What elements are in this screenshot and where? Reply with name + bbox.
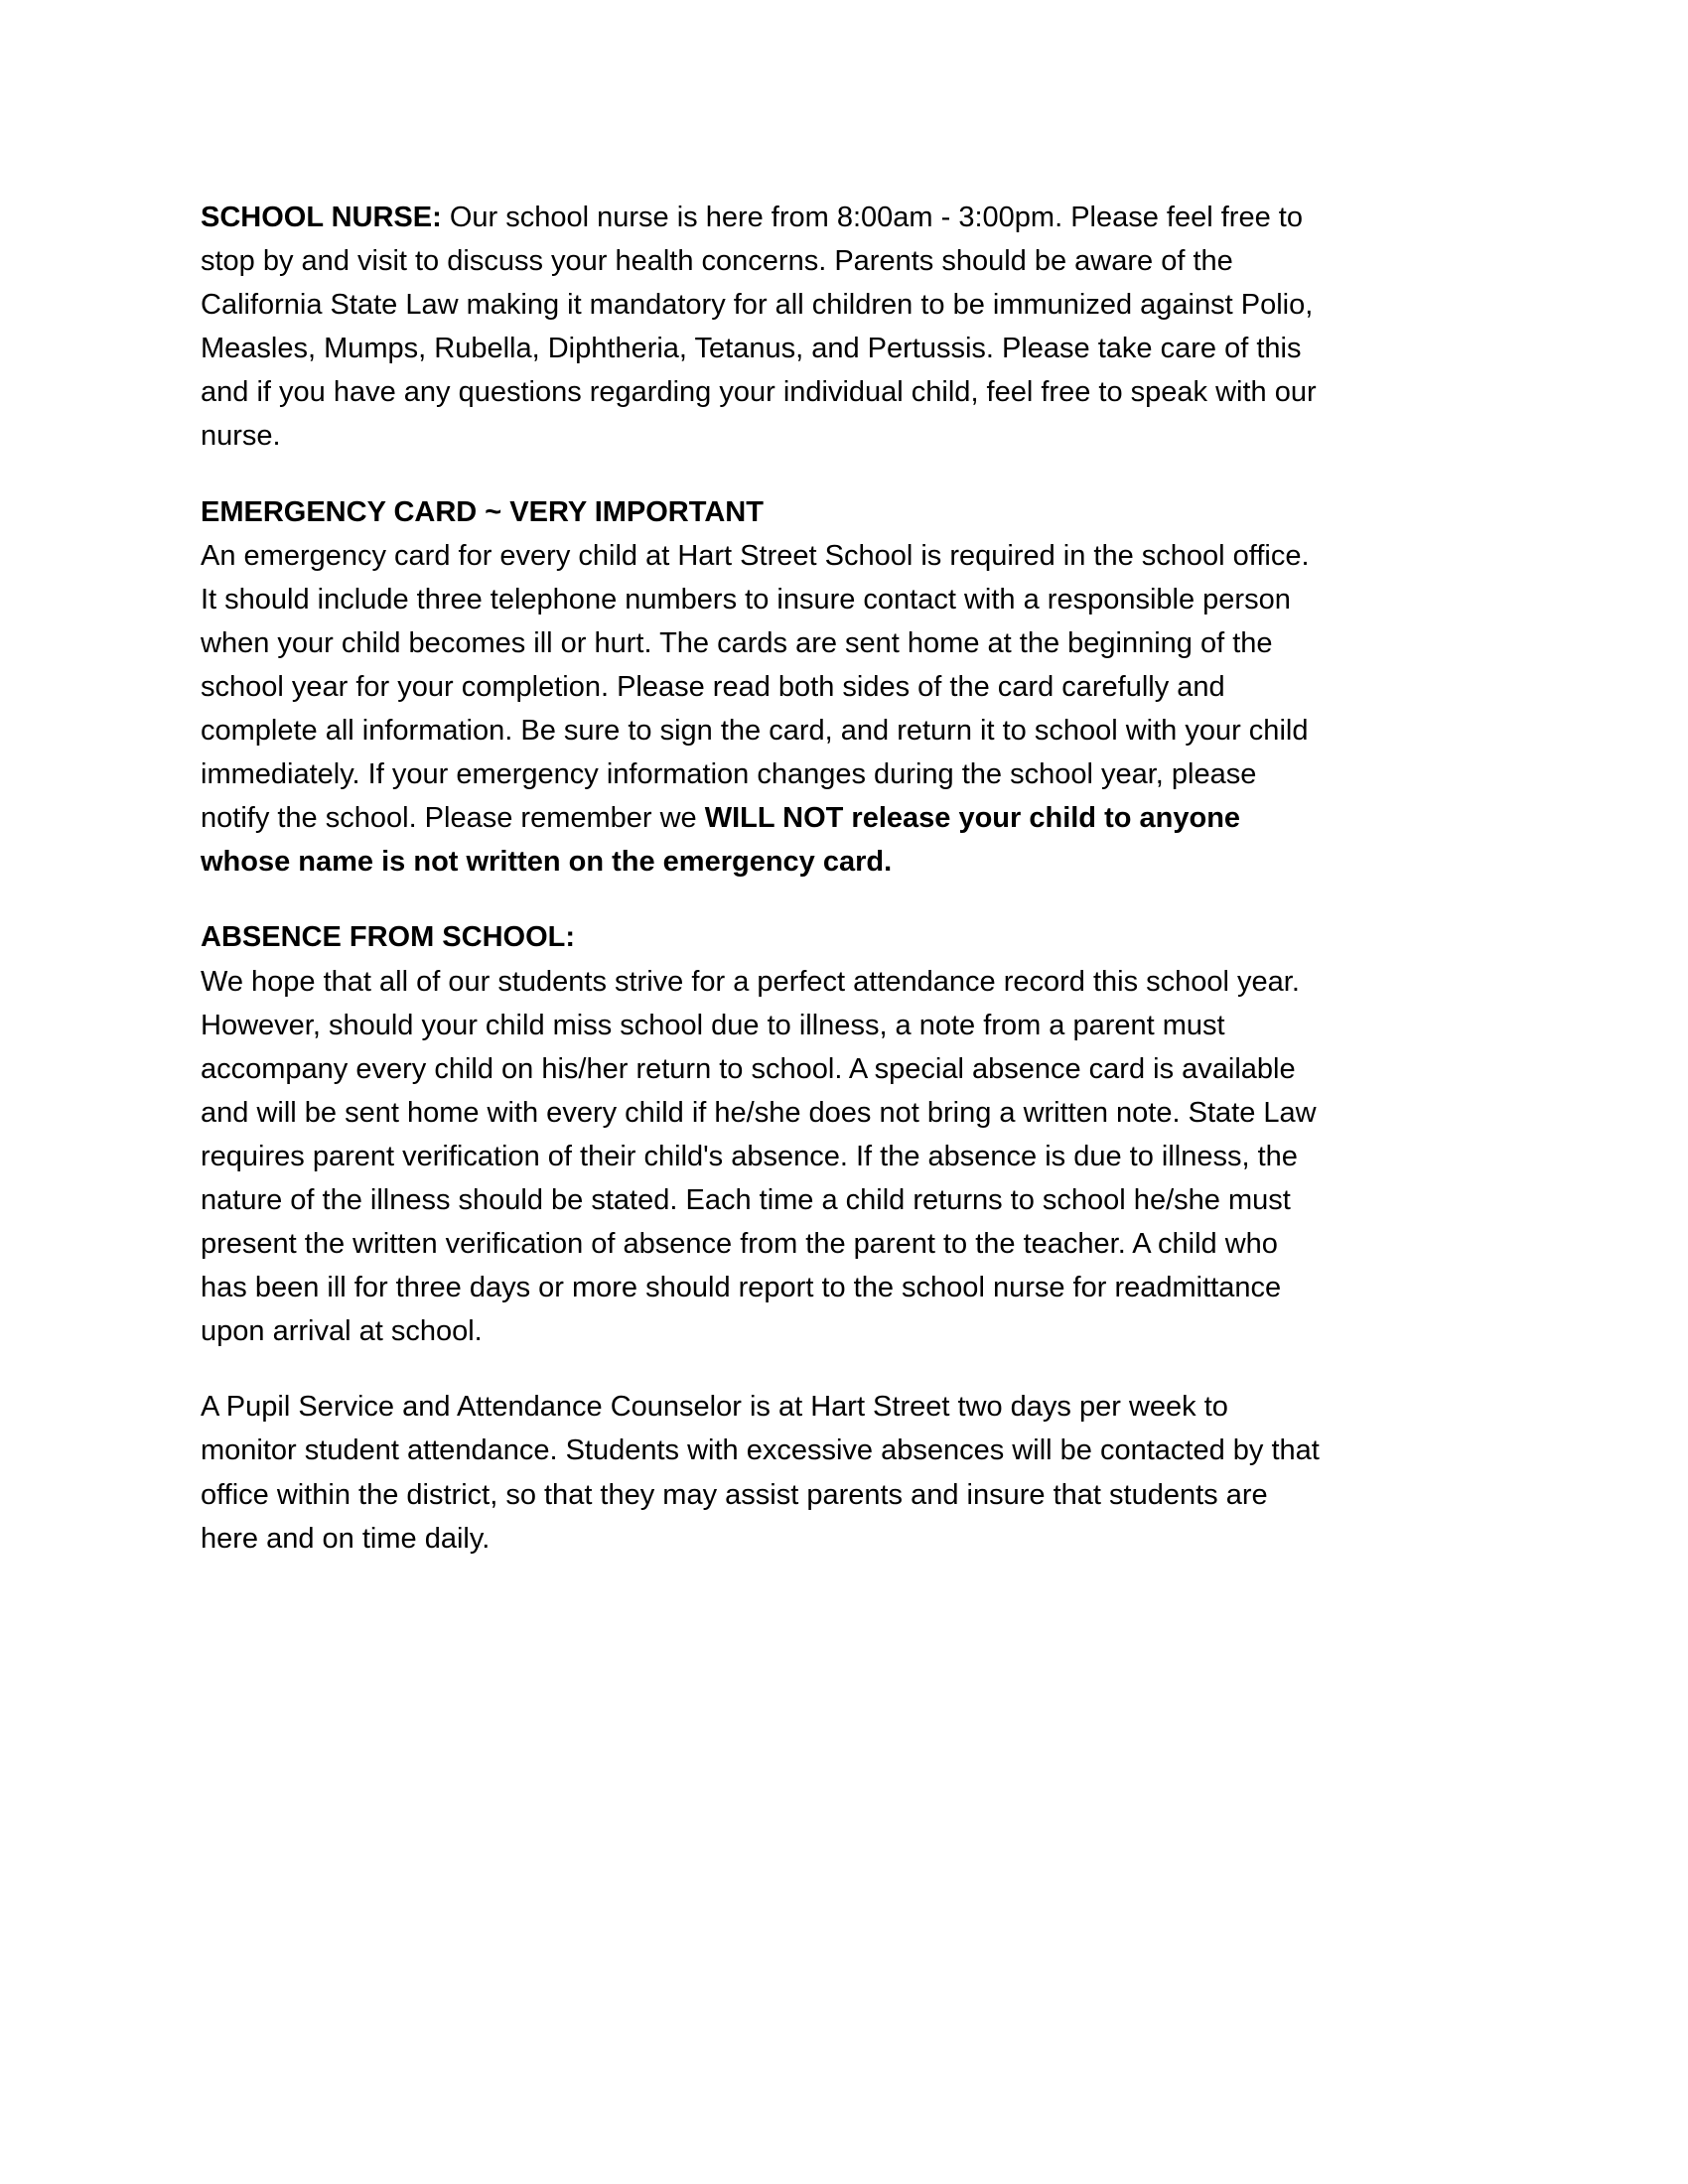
body-text-line: complete all information. Be sure to sign the card, and return it to school with your child <box>201 715 1309 748</box>
school-nurse-section <box>201 196 1511 459</box>
body-text-line: here and on time daily. <box>201 1522 491 1555</box>
body-text-line: nurse. <box>201 420 281 453</box>
body-text-line: It should include three telephone numbers to insure contact with a responsible person <box>201 583 1291 615</box>
absence-section <box>201 915 1511 1353</box>
body-text-line: requires parent verification of their child's absence. If the absence is due to illness, the <box>201 1140 1298 1172</box>
emergency-card-section <box>201 490 1511 885</box>
body-text-line: has been ill for three days or more should report to the school nurse for readmittance <box>201 1272 1282 1304</box>
release-warning-emphasis-line: whose name is not written on the emergency card. <box>201 846 893 879</box>
body-text-line: and will be sent home with every child if he/she does not bring a written note. State Law <box>201 1096 1317 1129</box>
body-text-line: office within the district, so that they may assist parents and insure that students are <box>201 1478 1268 1511</box>
counselor-section <box>201 1385 1511 1560</box>
body-text-line: California State Law making it mandatory for all children to be immunized against Polio, <box>201 289 1314 322</box>
body-text-line: However, should your child miss school due to illness, a note from a parent must <box>201 1009 1225 1041</box>
body-text-line: stop by and visit to discuss your health concerns. Parents should be aware of the <box>201 245 1233 278</box>
body-text-line: when your child becomes ill or hurt. The cards are sent home at the beginning of the <box>201 626 1273 659</box>
emergency-card-heading: EMERGENCY CARD ~ VERY IMPORTANT <box>201 495 764 528</box>
body-text-line: present the written verification of absence from the parent to the teacher. A child who <box>201 1228 1278 1261</box>
body-text-line: school year for your completion. Please read both sides of the card carefully and <box>201 670 1225 703</box>
body-text: Our school nurse is here from 8:00am - 3:00pm. Please feel free to <box>441 202 1303 233</box>
body-text-line: monitor student attendance. Students with excessive absences will be contacted by that <box>201 1434 1320 1467</box>
body-text-line: A Pupil Service and Attendance Counselor is at Hart Street two days per week to <box>201 1391 1228 1424</box>
body-text-line: nature of the illness should be stated. Each time a child returns to school he/she must <box>201 1183 1291 1216</box>
body-text-line: We hope that all of our students strive for a perfect attendance record this school year. <box>201 965 1300 998</box>
body-text-line: An emergency card for every child at Hart Street School is required in the school office. <box>201 539 1310 572</box>
body-text-line: and if you have any questions regarding your individual child, feel free to speak with our <box>201 376 1317 409</box>
body-text-line <box>201 796 1511 840</box>
school-nurse-heading: SCHOOL NURSE: <box>201 202 442 233</box>
body-text-line: Measles, Mumps, Rubella, Diphtheria, Tetanus, and Pertussis. Please take care of this <box>201 333 1302 365</box>
release-warning-emphasis: WILL NOT release your child to anyone <box>704 802 1241 835</box>
body-text-line: upon arrival at school. <box>201 1315 483 1348</box>
body-text: notify the school. Please remember we <box>201 802 705 835</box>
absence-heading: ABSENCE FROM SCHOOL: <box>201 921 575 954</box>
body-text-line: accompany every child on his/her return to school. A special absence card is available <box>201 1052 1296 1085</box>
body-text-line: immediately. If your emergency information changes during the school year, please <box>201 758 1257 791</box>
document-page <box>201 196 1511 1592</box>
school-nurse-line-1 <box>201 196 1511 239</box>
